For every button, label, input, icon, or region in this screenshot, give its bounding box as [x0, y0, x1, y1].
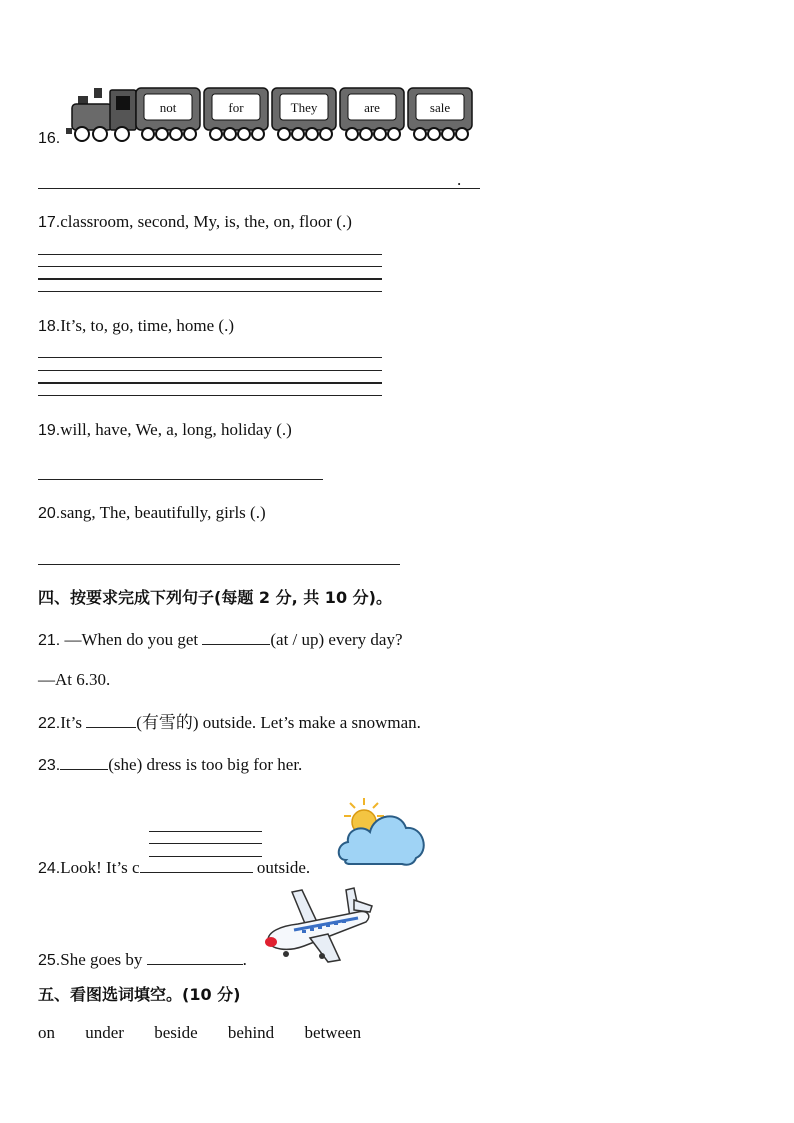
- train-wheel: [374, 128, 386, 140]
- q18-number: 18.: [38, 318, 61, 335]
- airplane-icon: [258, 886, 376, 966]
- train-wheel: [442, 128, 454, 140]
- q17-line-1[interactable]: [38, 254, 382, 255]
- q22-blank[interactable]: [86, 711, 136, 728]
- train-wheel: [238, 128, 250, 140]
- train-wheel: [456, 128, 468, 140]
- q19-number: 19.: [38, 422, 61, 439]
- q18-prompt: [38, 316, 234, 337]
- train-wheel: [346, 128, 358, 140]
- train-wheel: [388, 128, 400, 140]
- train-word: are: [364, 100, 380, 115]
- q18-line-1[interactable]: [38, 357, 382, 358]
- q17-line-2[interactable]: [38, 266, 382, 267]
- q24-guide-line-1: [149, 831, 262, 832]
- train-wheel: [360, 128, 372, 140]
- q19-prompt: [38, 420, 292, 441]
- q16-number: 16.: [38, 130, 61, 147]
- train-wheel: [156, 128, 168, 140]
- word-bank-item: on: [38, 1023, 55, 1042]
- q17-line-4[interactable]: [38, 291, 382, 292]
- q21-answer: —At 6.30.: [38, 670, 111, 689]
- section5-title: 五、看图选词填空。(10 分): [38, 985, 241, 1004]
- q16-end-mark: .: [457, 170, 462, 189]
- q22-before: It’s: [60, 713, 87, 732]
- q17-words: classroom, second, My, is, the, on, floor (.): [60, 212, 352, 231]
- q20-number: 20.: [38, 505, 61, 522]
- train-wheel: [210, 128, 222, 140]
- train-word: not: [159, 100, 177, 115]
- q20-prompt: [38, 503, 266, 524]
- word-bank-item: under: [85, 1023, 124, 1042]
- q20-words: sang, The, beautifully, girls (.): [60, 503, 266, 522]
- train-wheel: [306, 128, 318, 140]
- cloudy-sun-icon: [334, 794, 430, 870]
- train-word: They: [290, 100, 318, 115]
- q18-line-2[interactable]: [38, 370, 382, 371]
- q24-guide-line-2: [149, 843, 262, 844]
- word-bank-item: beside: [154, 1023, 198, 1042]
- q24-prompt: [38, 856, 310, 879]
- q17-prompt: [38, 212, 352, 233]
- train-word: for: [228, 100, 244, 115]
- q25-after: .: [242, 950, 247, 969]
- q22-prompt: [38, 711, 421, 734]
- q18-words: It’s, to, go, time, home (.): [60, 316, 235, 335]
- q25-before: She goes by: [60, 950, 147, 969]
- q23-blank[interactable]: [60, 753, 108, 770]
- q21-after: (at / up) every day?: [270, 630, 403, 649]
- section4-title: 四、按要求完成下列句子(每题 2 分, 共 10 分)。: [38, 588, 392, 607]
- q16-answer-line[interactable]: [38, 188, 480, 189]
- q22-after: (有雪的) outside. Let’s make a snowman.: [136, 713, 421, 732]
- q20-answer-line[interactable]: [38, 564, 400, 565]
- q19-answer-line[interactable]: [38, 479, 323, 480]
- train-wheel: [320, 128, 332, 140]
- train-wheel: [292, 128, 304, 140]
- q25-blank[interactable]: [147, 948, 243, 965]
- word-bank: [38, 1023, 387, 1043]
- train-wheel: [170, 128, 182, 140]
- locomotive: [66, 88, 136, 141]
- q23-number: 23.: [38, 757, 61, 774]
- train-wagon: [272, 88, 336, 140]
- train-wheel: [142, 128, 154, 140]
- q24-blank[interactable]: [140, 856, 253, 873]
- q24-before: Look! It’s c: [60, 858, 140, 877]
- train-wheel: [414, 128, 426, 140]
- train-wheel: [224, 128, 236, 140]
- q25-prompt: [38, 948, 247, 971]
- q22-number: 22.: [38, 715, 61, 732]
- train-icon: [66, 84, 476, 146]
- train-wagon: [136, 88, 200, 140]
- q23-after: (she) dress is too big for her.: [108, 755, 303, 774]
- train-wagon: [204, 88, 268, 140]
- q25-number: 25.: [38, 952, 61, 969]
- q23-prompt: [38, 753, 302, 776]
- train-wheel: [252, 128, 264, 140]
- q21-before: —When do you get: [60, 630, 203, 649]
- train-wheel: [184, 128, 196, 140]
- word-bank-item: behind: [227, 1023, 275, 1042]
- train-wheel: [278, 128, 290, 140]
- word-bank-item: between: [304, 1023, 362, 1042]
- train-wheel: [428, 128, 440, 140]
- q17-line-3[interactable]: [38, 278, 382, 280]
- q19-words: will, have, We, a, long, holiday (.): [60, 420, 292, 439]
- q24-after: outside.: [252, 858, 311, 877]
- q21-prompt: [38, 628, 403, 651]
- q17-number: 17.: [38, 214, 61, 231]
- q21-number: 21.: [38, 632, 61, 649]
- q21-blank[interactable]: [202, 628, 270, 645]
- train-word: sale: [429, 100, 451, 115]
- train-wagon: [340, 88, 404, 140]
- q18-line-3[interactable]: [38, 382, 382, 384]
- train-wagon: [408, 88, 472, 140]
- q24-number: 24.: [38, 860, 61, 877]
- q18-line-4[interactable]: [38, 395, 382, 396]
